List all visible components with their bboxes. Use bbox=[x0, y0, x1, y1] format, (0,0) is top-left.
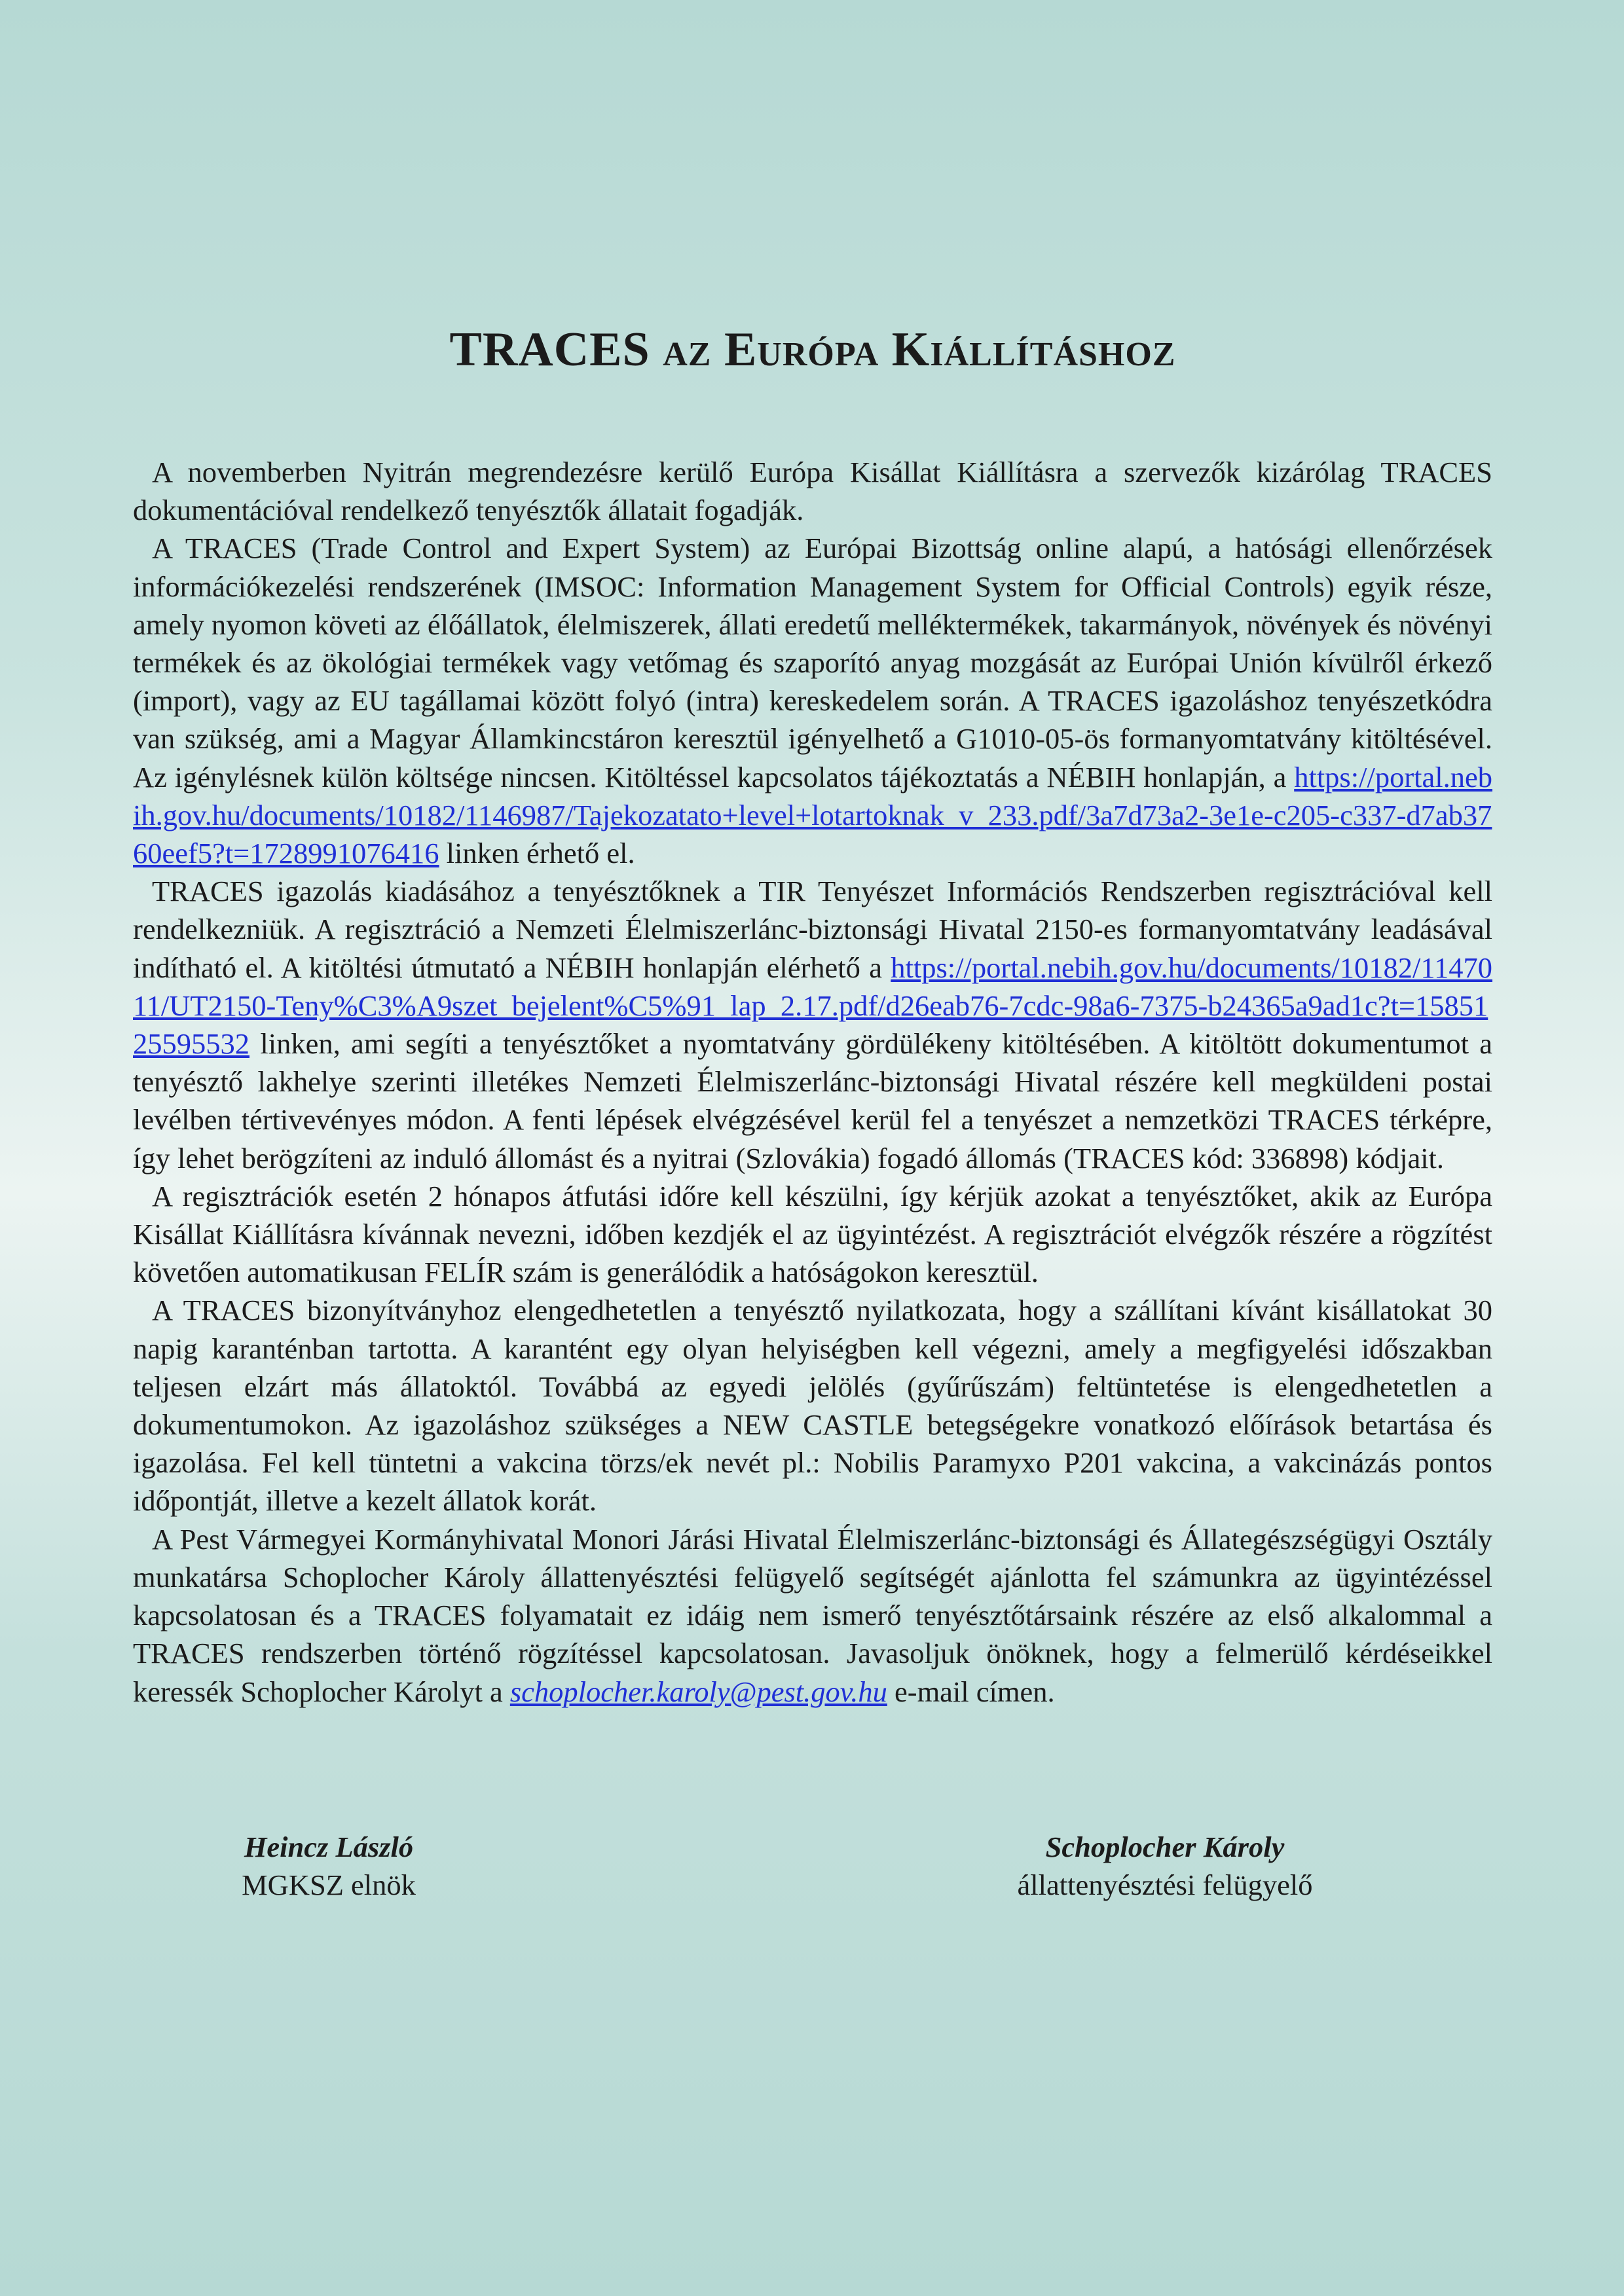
contact-email-link[interactable]: schoplocher.karoly@pest.gov.hu bbox=[509, 1675, 887, 1708]
paragraph-text: linken érhető el. bbox=[446, 837, 635, 870]
page-title bbox=[133, 322, 1492, 378]
paragraph-traces-system bbox=[133, 529, 1492, 872]
paragraph-text: TRACES igazolás kiadásához a tenyésztőknek a TIR Tenyészet Információs Rendszerben regisztrációval kell rendelkezniük. A regisztráció a Nemzeti Élelmiszerlánc-biztonsági Hivatal 2150-es formanyomtatvány leadásával indítható el. A kitöltési útmutató a NÉBIH honlapján elérhető a bbox=[133, 875, 1492, 984]
nebih-guide-link[interactable]: https://portal.nebih.gov.hu/documents/10182/1147011/UT2150-Teny%C3%A9szet_bejelent%C5%91_lap_2.17.pdf/d26eab76-7cdc-98a6-7375-b24365a9ad1c?t=1585125595532 bbox=[133, 951, 1493, 1061]
paragraph-intro: A novemberben Nyitrán megrendezésre kerülő Európa Kisállat Kiállításra a szervezők kizárólag TRACES dokumentációval rendelkező tenyésztők állatait fogadják. bbox=[133, 456, 1492, 527]
signature-left bbox=[100, 1828, 558, 1904]
article-body bbox=[133, 453, 1492, 1711]
nebih-info-link[interactable]: https://portal.nebih.gov.hu/documents/10182/1146987/Tajekozatato+level+lotartoknak_v_233.pdf/3a7d73a2-3e1e-c205-c337-d7ab3760eef5?t=1728991076416 bbox=[133, 760, 1493, 870]
signature-role: MGKSZ elnök bbox=[242, 1868, 416, 1901]
paragraph-text: A TRACES (Trade Control and Expert System) az Európai Bizottság online alapú, a hatósági ellenőrzések információkezelési rendszerének (IMSOC: Information Management System for Official Controls) egyik része, amely nyomon követi az élőállatok, élelmiszerek, állati eredetű melléktermékek, takarmányok, növények és növényi termékek és az ökológiai termékek vagy vetőmag és szaporító anyag mozgását az Európai Unión kívülről érkező (import), vagy az EU tagállamai között folyó (intra) kereskedelem során. A TRACES igazoláshoz tenyészetkódra van szükség, ami a Magyar Államkincstáron keresztül igényelhető a G1010-05-ös formanyomtatvány kitöltésével. Az igénylésnek külön költsége nincsen. Kitöltéssel kapcsolatos tájékoztatás a NÉBIH honlapján, a bbox=[133, 532, 1492, 793]
paragraph-text: A Pest Vármegyei Kormányhivatal Monori Járási Hivatal Élelmiszerlánc-biztonsági és Állategészségügyi Osztály munkatársa Schoplocher Károly állattenyésztési felügyelő segítségét ajánlotta fel számunkra az ügyintézéssel kapcsolatosan és a TRACES folyamatait ez idáig nem ismerő tenyésztőtársaink részére az első alkalommal a TRACES rendszerben történő rögzítéssel kapcsolatosan. Javasoljuk önöknek, hogy a felmerülő kérdéseikkel keressék Schoplocher Károlyt a bbox=[133, 1522, 1492, 1708]
signature-name: Heincz László bbox=[244, 1831, 414, 1863]
paragraph-text: e-mail címen. bbox=[895, 1675, 1055, 1708]
signature-name: Schoplocher Károly bbox=[1045, 1831, 1285, 1863]
paragraph-timing: A regisztrációk esetén 2 hónapos átfutási időre kell készülni, így kérjük azokat a tenyésztőket, akik az Európa Kisállat Kiállításra kívánnak nevezni, időben kezdjék el az ügyintézést. A regisztrációt elvégzők részére a rögzítést követően automatikusan FELÍR szám is generálódik a hatóságokon keresztül. bbox=[133, 1179, 1492, 1289]
signature-role: állattenyésztési felügyelő bbox=[1017, 1868, 1313, 1901]
paragraph-quarantine: A TRACES bizonyítványhoz elengedhetetlen a tenyésztő nyilatkozata, hogy a szállítani kívánt kisállatokat 30 napig karanténban tartotta. A karantént egy olyan helyiségben kell végezni, amely a megfigyelési időszakban teljesen elzárt más állatoktól. Továbbá az egyedi jelölés (gyűrűszám) feltüntetése is elengedhetetlen a dokumentumokon. Az igazoláshoz szükséges a NEW CASTLE betegségekre vonatkozó előírások betartása és igazolása. Fel kell tüntetni a vakcina törzs/ek nevét pl.: Nobilis Paramyxo P201 vakcina, a vakcinázás pontos időpontját, illetve a kezelt állatok korát. bbox=[133, 1294, 1492, 1518]
title-rest: az Európa Kiállításhoz bbox=[663, 323, 1176, 376]
paragraph-text: linken, ami segíti a tenyésztőket a nyomtatvány gördülékeny kitöltésében. A kitöltött dokumentumot a tenyésztő lakhelye szerinti illetékes Nemzeti Élelmiszerlánc-biztonsági Hivatal részére kell megküldeni postai levélben tértivevényes módon. A fenti lépések elvégzésével kerül fel a tenyészet a nemzetközi TRACES térképre, így lehet berögzíteni az induló állomást és a nyitrai (Szlovákia) fogadó állomás (TRACES kód: 336898) kódjait. bbox=[133, 1027, 1493, 1175]
paragraph-registration bbox=[133, 872, 1492, 1177]
signature-right bbox=[936, 1828, 1394, 1904]
title-main: TRACES bbox=[449, 323, 650, 376]
paragraph-contact bbox=[133, 1520, 1492, 1711]
